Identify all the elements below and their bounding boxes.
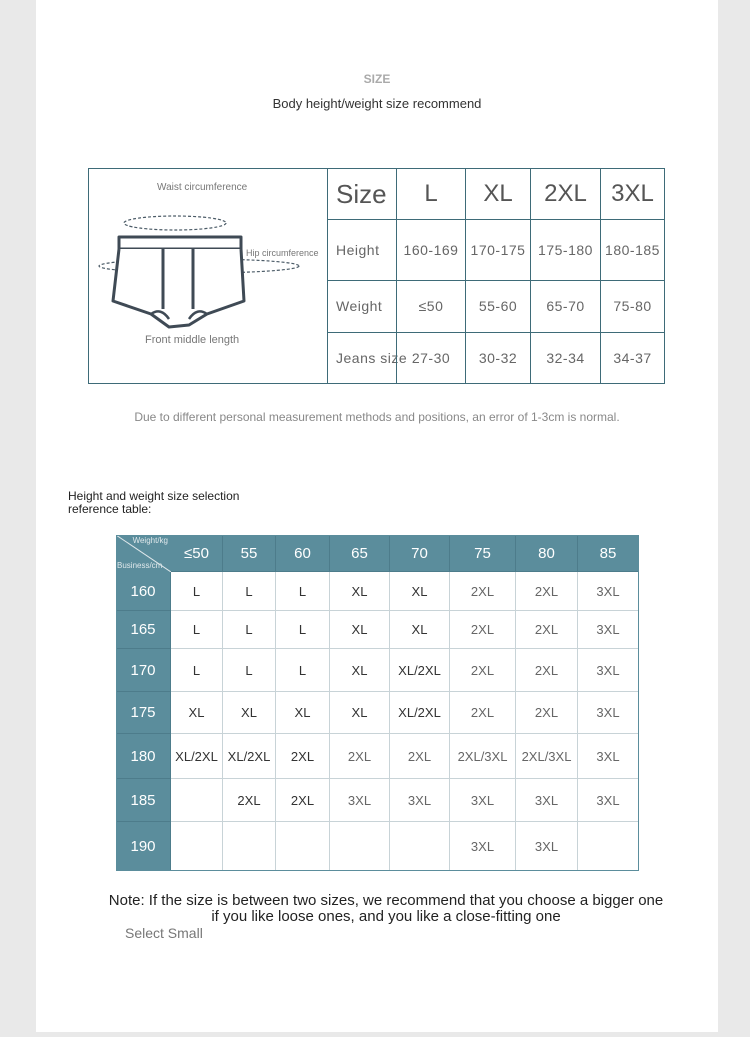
- height-header-cell: 170: [116, 649, 171, 692]
- size-recommendation-cell: L: [223, 649, 276, 692]
- height-header-cell: 185: [116, 779, 171, 822]
- hip-label: Hip circumference: [246, 248, 319, 258]
- size-cell: 32-34: [530, 332, 600, 383]
- size-recommendation-cell: 3XL: [578, 692, 639, 734]
- note-line2: if you like loose ones, and you like a close-fitting one: [211, 908, 561, 925]
- size-row: [328, 332, 664, 383]
- weight-header-cell: 75: [450, 535, 516, 572]
- size-recommendation-cell: L: [171, 572, 223, 611]
- size-recommendation-cell: XL: [171, 692, 223, 734]
- disclaimer-text: Due to different personal measurement methods and positions, an error of 1-3cm is normal.: [134, 410, 620, 424]
- weight-header-cell: 65: [330, 535, 390, 572]
- size-recommendation-cell: [578, 822, 639, 871]
- size-cell: XL: [465, 169, 530, 219]
- size-recommendation-cell: L: [223, 611, 276, 649]
- size-cell: 65-70: [530, 280, 600, 332]
- weight-header-row: [116, 535, 639, 572]
- section-label: SIZE: [363, 72, 391, 86]
- size-recommendation-cell: L: [276, 611, 330, 649]
- table-row: [116, 734, 639, 779]
- corner-height-label: Business/cm: [117, 561, 163, 570]
- height-header-cell: 175: [116, 692, 171, 734]
- weight-header-cell: 70: [390, 535, 450, 572]
- table-row: [116, 779, 639, 822]
- weight-header-cell: 80: [516, 535, 578, 572]
- size-grid: [328, 169, 664, 383]
- table-row: [116, 822, 639, 871]
- weight-header-cell: 85: [578, 535, 639, 572]
- section-subtitle: Body height/weight size recommend: [272, 96, 482, 111]
- size-cell: 75-80: [600, 280, 664, 332]
- table-row: [116, 572, 639, 611]
- size-recommendation-cell: L: [171, 611, 223, 649]
- front-length-label: Front middle length: [145, 334, 240, 346]
- size-recommendation-cell: 2XL: [516, 649, 578, 692]
- table-row: [116, 692, 639, 734]
- size-recommendation-cell: XL/2XL: [390, 692, 450, 734]
- size-cell: L: [396, 169, 465, 219]
- height-header-cell: 160: [116, 572, 171, 611]
- size-recommendation-cell: L: [171, 649, 223, 692]
- size-recommendation-cell: 3XL: [390, 779, 450, 822]
- size-recommendation-cell: XL/2XL: [390, 649, 450, 692]
- size-recommendation-cell: [171, 779, 223, 822]
- size-recommendation-cell: L: [276, 649, 330, 692]
- selection-table: [116, 535, 639, 871]
- size-recommendation-cell: 3XL: [578, 779, 639, 822]
- size-recommendation-cell: XL: [330, 649, 390, 692]
- size-recommendation-cell: XL: [276, 692, 330, 734]
- size-recommendation-cell: 3XL: [578, 611, 639, 649]
- size-recommendation-cell: [223, 822, 276, 871]
- size-guide-page: [36, 0, 718, 1032]
- size-recommendation-cell: 2XL: [223, 779, 276, 822]
- reference-title-line1: Height and weight size selection: [68, 489, 240, 503]
- size-row-label: Size: [336, 178, 387, 209]
- size-recommendation-cell: 3XL: [578, 572, 639, 611]
- size-recommendation-cell: 3XL: [578, 734, 639, 779]
- table-row: [116, 611, 639, 649]
- size-recommendation-cell: L: [276, 572, 330, 611]
- size-cell: 160-169: [396, 219, 465, 280]
- size-recommendation-cell: 3XL: [450, 822, 516, 871]
- size-recommendation-cell: 2XL: [450, 692, 516, 734]
- size-cell: 180-185: [600, 219, 664, 280]
- size-row: [328, 219, 664, 281]
- size-cell: 175-180: [530, 219, 600, 280]
- size-cell: ≤50: [396, 280, 465, 332]
- note-text: [56, 893, 716, 925]
- size-header-row: [328, 169, 664, 220]
- size-row-label: Weight: [336, 298, 383, 314]
- size-recommendation-cell: 2XL: [516, 572, 578, 611]
- size-recommendation-cell: XL: [223, 692, 276, 734]
- size-recommendation-cell: L: [223, 572, 276, 611]
- size-recommendation-cell: 2XL: [276, 734, 330, 779]
- size-row-label: Height: [336, 241, 380, 258]
- size-recommendation-cell: 3XL: [578, 649, 639, 692]
- weight-header-cell: ≤50: [171, 535, 223, 572]
- size-recommendation-cell: [171, 822, 223, 871]
- size-row: [328, 280, 664, 333]
- size-recommendation-cell: 2XL: [516, 611, 578, 649]
- size-recommendation-cell: 3XL: [516, 822, 578, 871]
- table-row: [116, 649, 639, 692]
- size-cell: 2XL: [530, 169, 600, 219]
- size-recommendation-cell: XL/2XL: [223, 734, 276, 779]
- size-recommendation-cell: XL: [330, 611, 390, 649]
- size-cell: 30-32: [465, 332, 530, 383]
- size-cell: 3XL: [600, 169, 664, 219]
- note-line3: Select Small: [125, 925, 203, 941]
- size-recommendation-cell: 2XL: [276, 779, 330, 822]
- height-header-cell: 180: [116, 734, 171, 779]
- size-cell: 55-60: [465, 280, 530, 332]
- weight-header-cell: 55: [223, 535, 276, 572]
- size-recommendation-cell: 3XL: [516, 779, 578, 822]
- size-row-label: Jeans size: [336, 349, 408, 366]
- size-recommendation-cell: XL: [390, 572, 450, 611]
- size-recommendation-cell: 2XL: [450, 649, 516, 692]
- size-recommendation-cell: 3XL: [330, 779, 390, 822]
- reference-title-line2: reference table:: [68, 502, 152, 516]
- waist-label: Waist circumference: [157, 182, 248, 193]
- weight-header-cell: 60: [276, 535, 330, 572]
- height-header-cell: 165: [116, 611, 171, 649]
- size-recommendation-cell: XL/2XL: [171, 734, 223, 779]
- size-recommendation-cell: 2XL/3XL: [450, 734, 516, 779]
- height-header-cell: 190: [116, 822, 171, 871]
- briefs-icon: [89, 169, 327, 383]
- size-recommendation-cell: XL: [330, 692, 390, 734]
- size-recommendation-cell: 2XL: [450, 572, 516, 611]
- size-recommendation-cell: XL: [330, 572, 390, 611]
- size-recommendation-cell: 3XL: [450, 779, 516, 822]
- size-cell: 34-37: [600, 332, 664, 383]
- size-recommendation-cell: [390, 822, 450, 871]
- size-recommendation-cell: [276, 822, 330, 871]
- size-recommendation-cell: 2XL: [450, 611, 516, 649]
- size-recommendation-cell: XL: [390, 611, 450, 649]
- size-recommendation-cell: [330, 822, 390, 871]
- size-recommendation-cell: 2XL: [516, 692, 578, 734]
- size-recommendation-cell: 2XL/3XL: [516, 734, 578, 779]
- size-cell: 170-175: [465, 219, 530, 280]
- size-recommendation-cell: 2XL: [390, 734, 450, 779]
- underwear-illustration: [89, 169, 328, 383]
- size-recommendation-cell: 2XL: [330, 734, 390, 779]
- size-table: [88, 168, 665, 384]
- note-line1: Note: If the size is between two sizes, we recommend that you choose a bigger one: [108, 892, 664, 909]
- size-cell: 27-30: [396, 332, 465, 383]
- corner-weight-label: Weight/kg: [132, 536, 168, 545]
- reference-title: [68, 490, 288, 516]
